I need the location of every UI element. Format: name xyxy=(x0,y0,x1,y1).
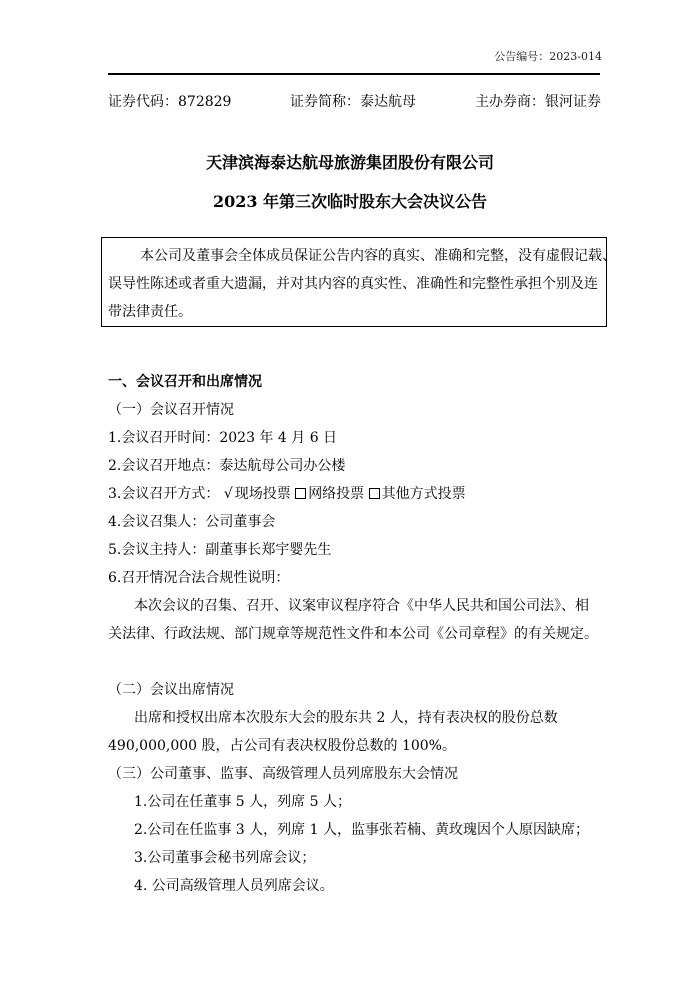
list-item: 4. 公司高级管理人员列席会议。 xyxy=(134,878,334,894)
compliance-paragraph: 本次会议的召集、召开、议案审议程序符合《中华人民共和国公司法》、相 xyxy=(134,598,589,614)
subsection-heading: （三）公司董事、监事、高级管理人员列席股东大会情况 xyxy=(108,766,458,782)
attendance-paragraph: 出席和授权出席本次股东大会的股东共 2 人，持有表决权的股份总数 xyxy=(134,710,558,726)
meeting-time: 1.会议召开时间：2023 年 4 月 6 日 xyxy=(108,430,338,446)
compliance-heading: 6.召开情况合法合规性说明： xyxy=(108,570,290,586)
list-item: 3.公司董事会秘书列席会议； xyxy=(134,850,316,866)
option-other-voting: 其他方式投票 xyxy=(381,486,466,502)
meeting-host: 5.会议主持人：副董事长郑宇婴先生 xyxy=(108,542,332,558)
meeting-location: 2.会议召开地点：泰达航母公司办公楼 xyxy=(108,458,346,474)
check-mark-icon: √ xyxy=(223,486,233,502)
header-rule xyxy=(108,73,600,75)
empty-checkbox-icon xyxy=(295,488,306,499)
disclaimer-line: 误导性陈述或者重大遗漏，并对其内容的真实性、准确性和完整性承担个别及连 xyxy=(108,276,598,292)
list-item: 2.公司在任监事 3 人，列席 1 人，监事张若楠、黄玫瑰因个人原因缺席； xyxy=(134,822,589,838)
attendance-paragraph: 490,000,000 股，占公司有表决权股份总数的 100%。 xyxy=(108,738,456,754)
subsection-heading: （一）会议召开情况 xyxy=(108,402,234,418)
subsection-heading: （二）会议出席情况 xyxy=(108,682,234,698)
security-code: 证券代码：872829 xyxy=(108,94,232,110)
empty-checkbox-icon xyxy=(369,488,380,499)
meeting-convener: 4.会议召集人：公司董事会 xyxy=(108,514,276,530)
announcement-title: 2023 年第三次临时股东大会决议公告 xyxy=(212,192,488,211)
announcement-number: 公告编号：2023-014 xyxy=(494,50,602,63)
meeting-method xyxy=(108,483,466,503)
security-abbreviation: 证券简称：泰达航母 xyxy=(290,94,416,110)
meeting-method-label: 3.会议召开方式： xyxy=(108,486,220,502)
section-heading: 一、会议召开和出席情况 xyxy=(108,374,262,390)
sponsor-broker: 主办券商：银河证券 xyxy=(475,94,601,110)
disclaimer-line: 带法律责任。 xyxy=(108,304,192,320)
option-onsite-voting: 现场投票 xyxy=(234,486,291,502)
company-title: 天津滨海泰达航母旅游集团股份有限公司 xyxy=(205,153,494,172)
list-item: 1.公司在任董事 5 人，列席 5 人； xyxy=(134,794,351,810)
option-online-voting: 网络投票 xyxy=(308,486,365,502)
disclaimer-line: 本公司及董事会全体成员保证公告内容的真实、准确和完整，没有虚假记载、 xyxy=(140,248,616,264)
compliance-paragraph: 关法律、行政法规、部门规章等规范性文件和本公司《公司章程》的有关规定。 xyxy=(108,626,598,642)
